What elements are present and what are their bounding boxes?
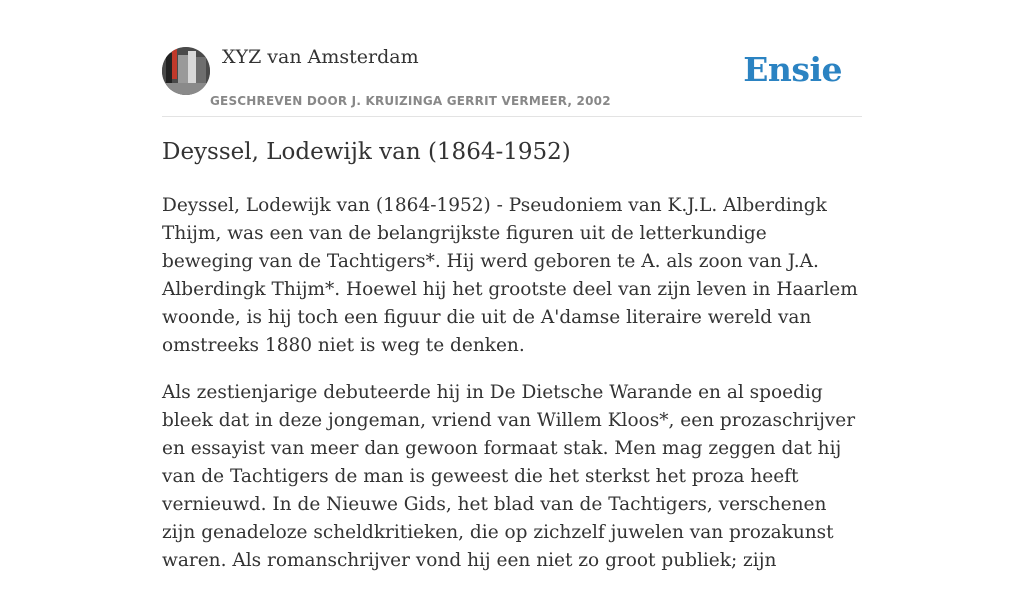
article-paragraph: Deyssel, Lodewijk van (1864-1952) - Pseudoniem van K.J.L. Alberdingk Thijm, was een van de belangrijkste figuren uit de letterkundige beweging van de Tachtigers*. Hij werd geboren te A. als zoon van J.A. Alberdingk Thijm*. Hoewel hij het grootste deel van zijn leven in Haarlem woonde, is hij toch een figuur die uit de A'damse literaire wereld van omstreeks 1880 niet is weg te denken. (162, 195, 858, 356)
source-photo-icon (162, 47, 210, 95)
byline: GESCHREVEN DOOR J. KRUIZINGA GERRIT VERMEER, 2002 (210, 94, 611, 108)
article-body (162, 192, 862, 594)
article-paragraph: Als zestienjarige debuteerde hij in De Dietsche Warande en al spoedig bleek dat in deze jongeman, vriend van Willem Kloos*, een prozaschrijver en essayist van meer dan gewoon formaat stak. Men mag zeggen dat hij van de Tachtigers de man is geweest die het sterkst het proza heeft vernieuwd. In de Nieuwe Gids, het blad van de Tachtigers, verschenen zijn genadeloze scheldkritieken, die op zichzelf juwelen van prozakunst waren. Als romanschrijver vond hij een niet zo groot publiek; zijn (162, 382, 856, 571)
article-title: Deyssel, Lodewijk van (1864-1952) (162, 139, 571, 165)
article-header (162, 44, 862, 117)
ensie-logo[interactable]: Ensie (743, 50, 842, 89)
source-name[interactable]: XYZ van Amsterdam (222, 46, 419, 68)
source-avatar[interactable] (162, 47, 210, 95)
